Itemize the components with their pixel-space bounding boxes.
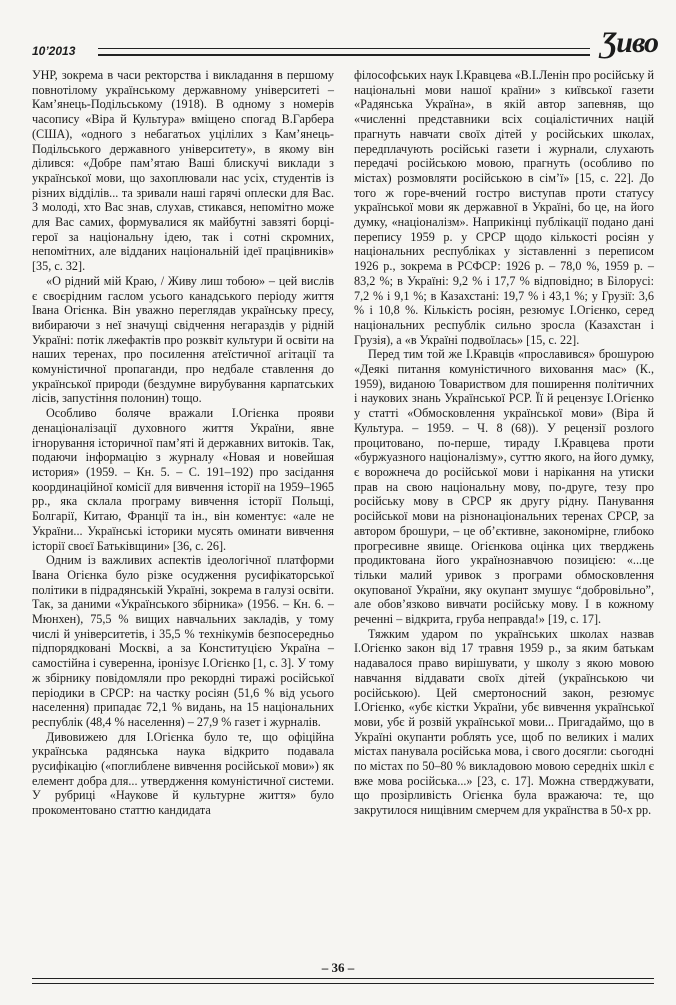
paragraph: Одним із важливих аспектів ідеологічної платформи Івана Огієнка було різке осудження русифікаторської політики в підрадянській Україні, зокрема в галузі освіти. Так, за даними «Українського збірника» (1956. – Кн. 6. – Мюнхен), 75,5 % вищих навчальних закладів, у тому числі й університетів, і 35,5 % технікумів безпосередньо підпорядковані Москві, а за Конституцією Україна – самостійна і суверенна, іронізує І.Огієнко [1, с. 3]. У тому ж збірнику повідомляли про рекордні тиражі російської періодики в СРСР: на частку росіян (51,6 % від усього населення) припадає 72,1 % видань, на 15 національних республік (48,4 % населення) – 27,9 % газет і журналів.: [32, 553, 334, 729]
page-number: – 36 –: [321, 960, 355, 975]
paragraph: Особливо боляче вражали І.Огієнка прояви денаціоналізації духовного життя України, явне ігнорування історичної пам’яті й державних витоків. Так, подаючи інформацію з журналу «Новая и новейшая история» (1959. – Кн. 5. – С. 191–192) про засідання координаційної комісії для вивчення історії на 1959–1965 рр., яка склала програму вивчення історії Польщі, Болгарії, Китаю, Франції та ін., він коментує: «але не України... Українські історики мусять оминати вивчення історії своєї Батьківщини» [36, с. 26].: [32, 406, 334, 553]
paragraph: «О рідний мій Краю, / Живу лиш тобою» – цей вислів є своєрідним гаслом усього канадського періоду життя Івана Огієнка. Він уважно переглядав українську пресу, вибираючи з неї значущі свідчення негараздів у рідній Україні: потік лжефактів про розквіт культури й освіти на наших теренах, про посилення атеїстичної агітації та комуністичної пропаганди, про недбале ставлення до української природи (бездумне вирубування карпатських лісів, запустіння полонин) тощо.: [32, 273, 334, 406]
paragraph: філософських наук І.Кравцева «В.І.Ленін про російську й національні мови нашої країни» з київської газети «Радянська Україна», в якій автор запевняв, що «численні представники всіх соціалістичних націй прагнуть навчати своїх дітей у російських школах, передплачують російські газети і журнали, слухають передачі російською мовою, прагнуть (особливо по містах) розмовляти російською в сім’ї» [15, с. 22]. До того ж горе-вчений гостро виступав проти статусу української мови як державної в Україні, бо це, на його думку, «націоналізм». Наприкінці публікації подано дані перепису 1959 р. у СРСР щодо кількості росіян у національних республіках у зіставленні з переписом 1926 р., зокрема в РСФСР: 1926 р. – 78,0 %, 1959 р. – 83,2 %; в Україні: 9,2 % і 17,7 % відповідно; в Білорусі: 7,2 % і 9,1 %; в Казахстані: 19,7 % і 43,1 %; у Грузії: 3,6 % і 10,8 %. Кількість росіян, резюмує І.Огієнко, серед національних республік сильно зросла (Казахстан і Грузія), а «в Україні подвоїлась» [15, с. 22].: [354, 68, 654, 347]
left-column: [32, 68, 334, 818]
paragraph: УНР, зокрема в часи ректорства і викладання в першому повнотілому українському державному університеті – Кам’янець-Подільському (1918). В одному з номерів часопису «Віра й Культура» вміщено спогад В.Гарбера (США), «одного з небагатьох уцілілих з Кам’янець-Подільського державного університету», в якому він ділився: «Добре пам’ятаю Ваші блискучі виклади з української мови, що захоплювали нас усіх, студентів із різних відділів... та зривали наші гарячі оплески для Вас. З молоді, хто Вас знав, слухав, стикався, непомітно може для Вас самих, формувалися як майбутні завзяті борці-герої за національну ідею, так і сотні скромних, непомітних, але відданих національній ідеї працівників» [35, с. 32].: [32, 68, 334, 274]
paragraph: Перед тим той же І.Кравців «прославився» брошурою «Деякі питання комуністичного виховання мас» (К., 1959), виданою Товариством для поширення політичних і наукових знань Української РСР. Її й рецензує І.Огієнко у статті «Обмосковлення української мови» (Віра й Культура. – 1959. – Ч. 8 (68)). У рецензії розлого процитовано, по-перше, тираду І.Кравцева проти «буржуазного націоналізму», суттю якого, на його думку, є ворожнеча до російської мови і нарікання на утиски прав на свою національну мову, по-друге, тезу про російську мову в СРСР як другу рідну. Панування російської мови на різнонаціональних теренах СРСР, за автором брошури, – це об’єктивне, закономірне, глибоко прогресивне явище. Огієнкова оцінка цих тверджень продиктована його українознавчою позицією: «...це тільки малий уривок з програми обмосковлення окупованої України, яку окупант змушує “добровільно”, але обов’язково вивчати російську мову. І в кожному реченні – відкрита, груба неправда!» [19, с. 17].: [354, 347, 654, 627]
paragraph: Дивовижею для І.Огієнка було те, що офіційна українська радянська наука відкрито подавала русифікацію («поглиблене вивчення російської мови») як елемент добра для... утвердження комуністичної системи. У рубриці «Наукове й культурне життя» було прокоментовано статтю кандидата: [32, 729, 334, 818]
right-column: [354, 68, 654, 818]
issue-number: 10’2013: [32, 44, 76, 58]
magazine-logo: Ʒиво: [601, 26, 658, 59]
paragraph: Тяжким ударом по українських школах назвав І.Огієнко закон від 17 травня 1959 р., за яким батькам надавалося право вирішувати, у школу з якою мовою навчання віддавати своїх дітей (українською чи російською). Цей смертоносний закон, резюмує І.Огієнко, «убє кістки України, убє вивчення української мови, убє й розвій української мови... Пригадаймо, що в Україні окупанти роблять усе, щоб по великих і малих містах панувала російська мова, і свого досягли: сьогодні по містах по 50–80 % викладовою мовою середніх шкіл є вже мова російська...» [23, с. 17]. Можна стверджувати, що прозірливість Огієнка була вражаюча: те, що закрутилося нищівним смерчем для українства в 50-х рр.: [354, 626, 654, 818]
header-rule: [98, 48, 590, 56]
page-header: [28, 26, 658, 66]
footer-rule: [32, 978, 654, 984]
